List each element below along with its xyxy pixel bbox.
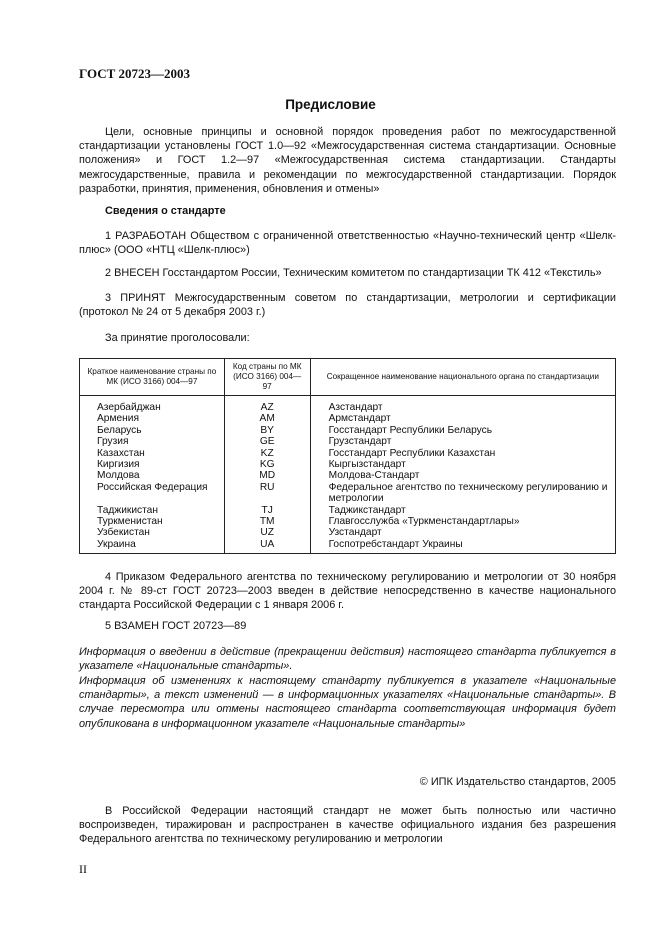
standards-body: Грузстандарт [310,436,615,447]
country-name: Киргизия [80,459,225,470]
standards-body: Армстандарт [310,413,615,424]
voted-label: За принятие проголосовали: [105,332,250,344]
info-changes [79,674,616,731]
table-row [80,396,616,414]
country-code: KG [224,459,310,470]
country-code: BY [224,425,310,436]
table-row [80,448,616,459]
item-2-text: 2 ВНЕСЕН Госстандартом России, Техническим комитетом по стандартизации ТК 412 «Текстиль» [105,267,602,279]
table-row [80,470,616,481]
standards-body: Кыргызстандарт [310,459,615,470]
intro-text: Цели, основные принципы и основной порядок проведения работ по межгосударственной стандартизации установлены ГОСТ 1.0—92 «Межгосударственная система стандартизации. Основные положения» и ГОСТ 1.2—97 «Межгосударственная система стандартизации. Стандарты межгосударственные, правила и рекомендации по межгосударственной стандартизации. Порядок разработки, принятия, применения, обновления и отмены» [79,126,616,195]
legal-notice-text: В Российской Федерации настоящий стандарт не может быть полностью или частично воспроизведен, тиражирован и распространен в качестве официального издания без разрешения Федерального агентства по техническому регулированию и метрологии [79,805,616,846]
item-1 [79,229,616,257]
country-name: Грузия [80,436,225,447]
info-introduction-text: Информация о введении в действие (прекращении действия) настоящего стандарта публикуется в указателе «Национальные стандарты». [79,646,616,673]
country-name: Российская Федерация [80,482,225,505]
country-name: Молдова [80,470,225,481]
country-code: AZ [224,396,310,414]
table-row [80,516,616,527]
country-name: Казахстан [80,448,225,459]
country-code: KZ [224,448,310,459]
item-4-text: 4 Приказом Федерального агентства по техническому регулированию и метрологии от 30 ноября 2004 г. № 89-ст ГОСТ 20723—2003 введен в действие непосредственно в качестве национального стандарта Российской Федерации с 1 января 2006 г. [79,571,616,612]
info-introduction [79,645,616,673]
country-name: Беларусь [80,425,225,436]
country-code: AM [224,413,310,424]
member-countries-table [79,358,616,554]
country-name: Туркменистан [80,516,225,527]
table-row [80,425,616,436]
country-name: Азербайджан [80,396,225,414]
header-country-name: Краткое наименование страны по МК (ИСО 3166) 004—97 [80,359,225,396]
standards-body: Узстандарт [310,527,615,538]
document-id: ГОСТ 20723—2003 [79,66,191,81]
table-row [80,539,616,554]
page-title: Предисловие [285,97,376,112]
item-5 [79,619,616,633]
country-code: UA [224,539,310,554]
country-name: Украина [80,539,225,554]
standards-body: Федеральное агентство по техническому регулированию и метрологии [310,482,615,505]
country-code: RU [224,482,310,505]
table-row [80,482,616,505]
country-name: Узбекистан [80,527,225,538]
table-row [80,527,616,538]
country-code: GE [224,436,310,447]
header-standards-body: Сокращенное наименование национального органа по стандартизации [310,359,615,396]
table-header-row [80,359,616,396]
legal-notice [79,804,616,847]
info-changes-text: Информация об изменениях к настоящему стандарту публикуется в указателе «Национальные стандарты», а текст изменений — в информационных указателях «Национальные стандарты». В случае пересмотра или отмены настоящего стандарта соответствующая информация будет опубликована в информационном указателе «Национальные стандарты» [79,675,616,730]
table-row [80,436,616,447]
standards-body: Азстандарт [310,396,615,414]
standards-body: Молдова-Стандарт [310,470,615,481]
standards-body: Главгосслужба «Туркменстандартлары» [310,516,615,527]
country-code: MD [224,470,310,481]
intro-paragraph [79,125,616,196]
page-number: II [79,862,87,876]
item-4 [79,570,616,613]
table-row [80,505,616,516]
country-name: Армения [80,413,225,424]
standard-info-heading: Сведения о стандарте [105,205,226,217]
country-code: TJ [224,505,310,516]
standards-body: Госпотребстандарт Украины [310,539,615,554]
item-3 [79,291,616,319]
standards-body: Таджикстандарт [310,505,615,516]
header-country-code: Код страны по МК (ИСО 3166) 004—97 [224,359,310,396]
country-code: UZ [224,527,310,538]
standards-body: Госстандарт Республики Казахстан [310,448,615,459]
table-row [80,459,616,470]
country-name: Таджикистан [80,505,225,516]
copyright: © ИПК Издательство стандартов, 2005 [419,776,616,788]
standards-body: Госстандарт Республики Беларусь [310,425,615,436]
item-5-text: 5 ВЗАМЕН ГОСТ 20723—89 [105,620,247,632]
table-row [80,413,616,424]
item-2 [79,266,616,280]
table-body [80,396,616,554]
item-3-text: 3 ПРИНЯТ Межгосударственным советом по стандартизации, метрологии и сертификации (протокол № 24 от 5 декабря 2003 г.) [79,292,616,319]
item-1-text: 1 РАЗРАБОТАН Обществом с ограниченной ответственностью «Научно-технический центр «Шелк-плюс» (ООО «НТЦ «Шелк-плюс») [79,230,616,257]
country-code: TM [224,516,310,527]
